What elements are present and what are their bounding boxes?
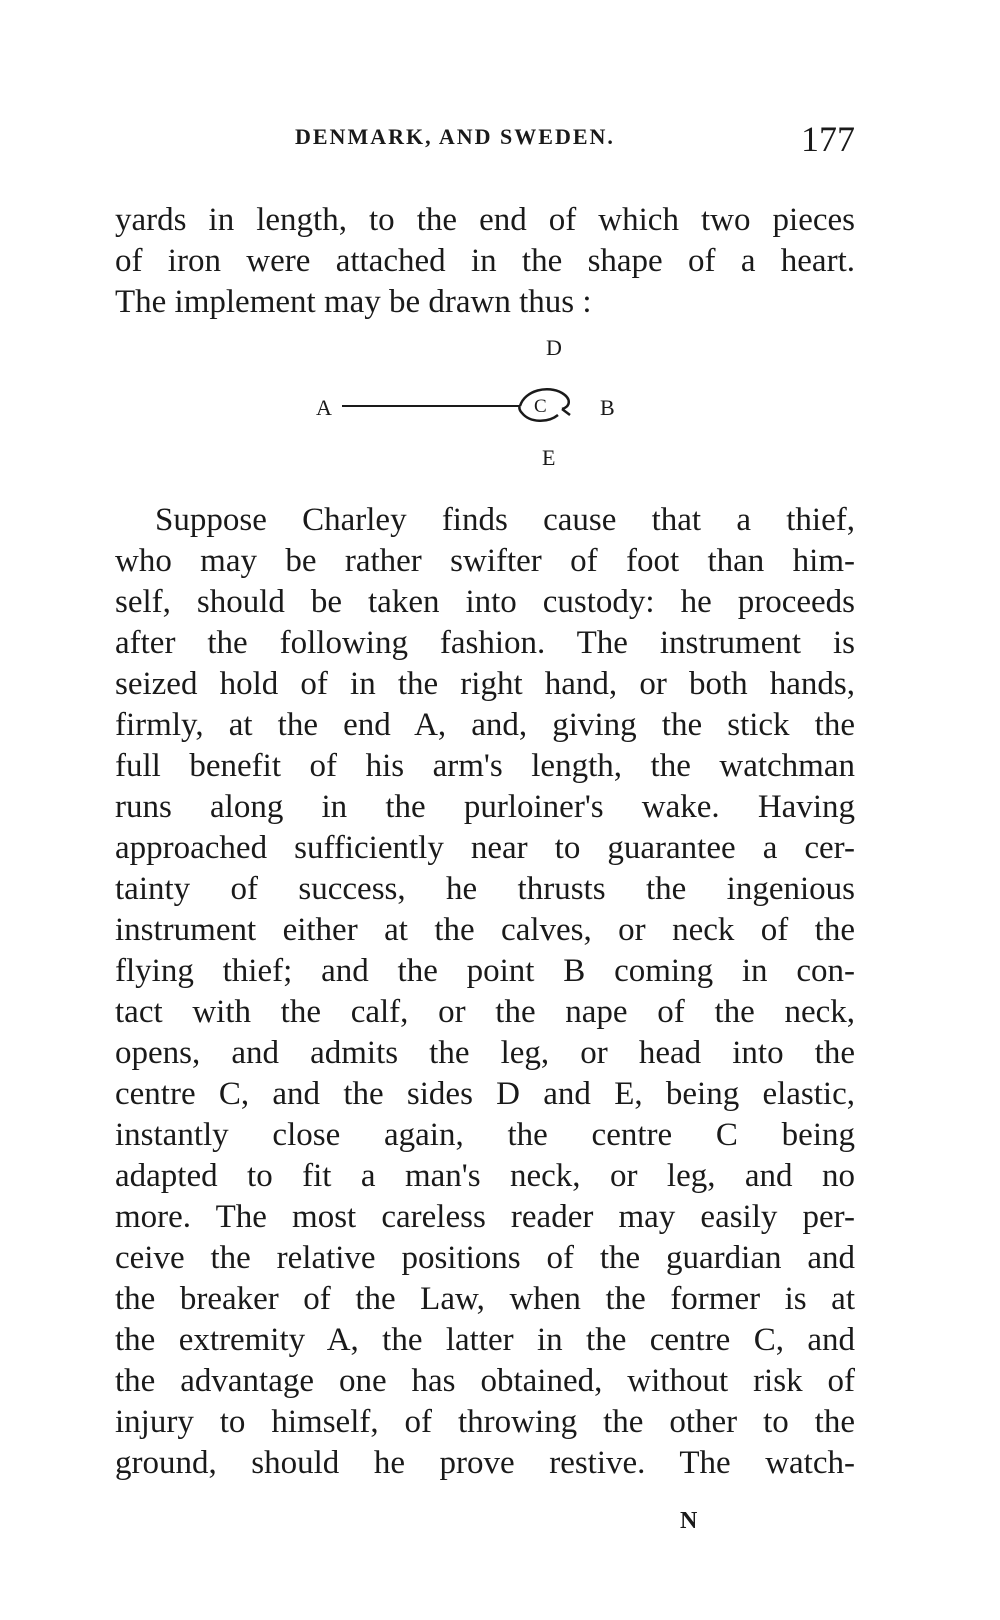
text-line: the breaker of the Law, when the former is at [115,1281,855,1317]
text-line: after the following fashion. The instrument is [115,625,855,661]
text-line: approached sufficiently near to guarantee a cer- [115,830,855,866]
text-line: runs along in the purloiner's wake. Having [115,789,855,825]
label-e: E [542,445,556,470]
text-line: yards in length, to the end of which two pieces [115,202,855,238]
text-line: Suppose Charley finds cause that a thief, [155,502,855,538]
label-d: D [546,335,562,360]
text-line: ground, should he prove restive. The watch- [115,1445,855,1481]
text-line: centre C, and the sides D and E, being elastic, [115,1076,855,1112]
body-paragraph [115,500,855,1484]
text-line: tact with the calf, or the nape of the neck, [115,994,855,1030]
implement-diagram [300,335,660,485]
text-line: of iron were attached in the shape of a heart. [115,243,855,279]
text-line: opens, and admits the leg, or head into the [115,1035,855,1071]
label-c: C [534,396,547,417]
text-line: instrument either at the calves, or neck of the [115,912,855,948]
text-line: who may be rather swifter of foot than him- [115,543,855,579]
text-line: adapted to fit a man's neck, or leg, and no [115,1158,855,1194]
text-line: firmly, at the end A, and, giving the stick the [115,707,855,743]
text-line: self, should be taken into custody: he proceeds [115,584,855,620]
signature-mark: N [680,1508,698,1534]
text-line: full benefit of his arm's length, the watchman [115,748,855,784]
text-line: instantly close again, the centre C being [115,1117,855,1153]
text-line: more. The most careless reader may easily per- [115,1199,855,1235]
text-line: the advantage one has obtained, without risk of [115,1363,855,1399]
intro-paragraph [115,200,855,323]
text-line: The implement may be drawn thus : [115,284,592,320]
running-head: DENMARK, AND SWEDEN. [295,124,615,149]
text-line: flying thief; and the point B coming in con- [115,953,855,989]
text-line: seized hold of in the right hand, or both hands, [115,666,855,702]
text-line: tainty of success, he thrusts the ingenious [115,871,855,907]
label-a: A [316,395,332,420]
page-number: 177 [801,119,855,159]
page-header [115,118,855,162]
text-line: the extremity A, the latter in the centre C, and [115,1322,855,1358]
label-b: B [600,395,615,420]
text-line: injury to himself, of throwing the other to the [115,1404,855,1440]
text-line: ceive the relative positions of the guardian and [115,1240,855,1276]
